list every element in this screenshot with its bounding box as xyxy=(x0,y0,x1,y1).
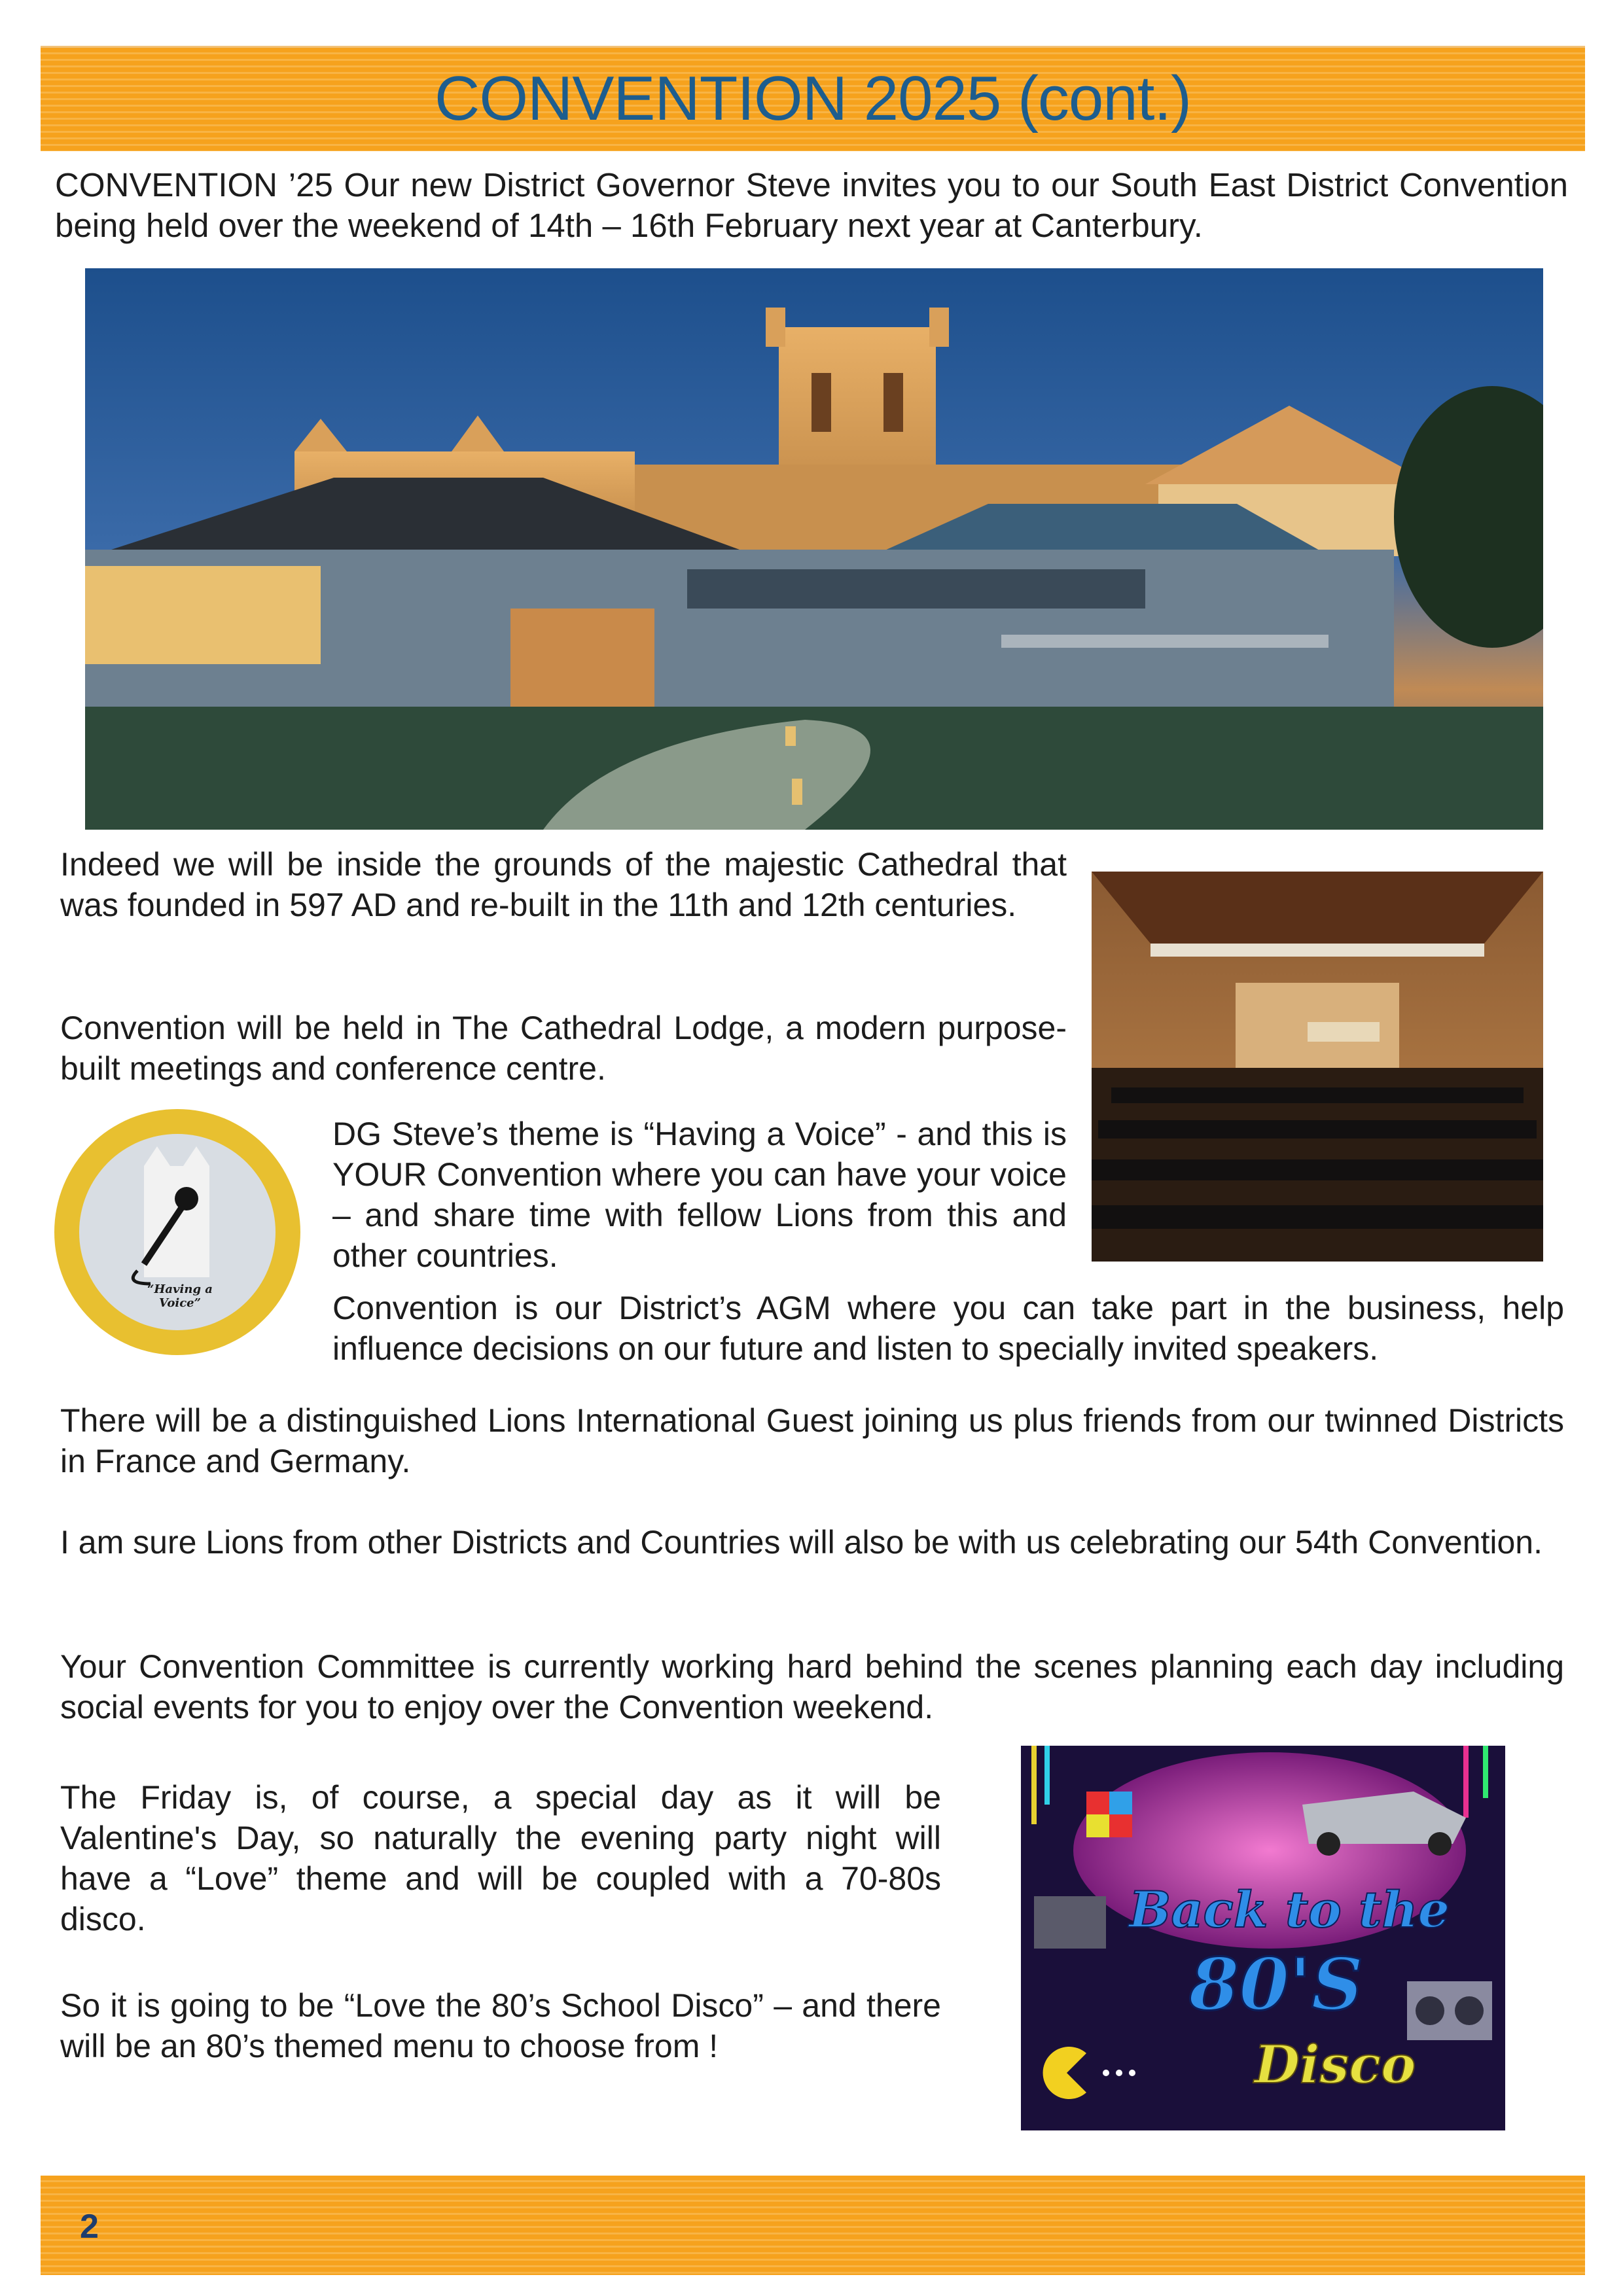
disco-line-1: Back to the xyxy=(1129,1881,1450,1939)
conference-hall-photo xyxy=(1092,872,1543,1262)
intro-paragraph: CONVENTION ’25 Our new District Governor Steve invites you to our South East District Convention being held over the weekend of 14th – 16th February next year at Canterbury. xyxy=(55,166,1568,244)
lions-paragraph: I am sure Lions from other Districts and Countries will also be with us celebrating our 54th Convention. xyxy=(60,1524,1543,1561)
cathedral-paragraph: Indeed we will be inside the grounds of the majestic Cathedral that was founded in 597 AD and re-built in the 11th and 12th centuries. xyxy=(60,846,1067,923)
lodge-paragraph: Convention will be held in The Cathedral Lodge, a modern purpose-built meetings and conference centre. xyxy=(60,1010,1067,1087)
page-title: CONVENTION 2025 (cont.) xyxy=(435,63,1191,133)
agm-paragraph: Convention is our District’s AGM where you can take part in the business, help influence decisions on our future and listen to specially invited speakers. xyxy=(332,1290,1564,1367)
disco-poster xyxy=(1021,1746,1505,2130)
friday-paragraph: The Friday is, of course, a special day as it will be Valentine's Day, so naturally the evening party night will have a “Love” theme and will be coupled with a 70-80s disco. xyxy=(60,1779,941,1937)
footer-banner xyxy=(41,2176,1585,2275)
having-a-voice-badge xyxy=(52,1107,302,1357)
page-number: 2 xyxy=(80,2208,99,2246)
disco-line-3: Disco xyxy=(1254,2034,1416,2095)
disco-line-2: 80'S xyxy=(1188,1942,1364,2026)
cathedral-photo xyxy=(85,268,1543,830)
header-banner xyxy=(41,46,1585,151)
badge-quote: “Having a Voice” xyxy=(147,1282,213,1310)
committee-paragraph: Your Convention Committee is currently working hard behind the scenes planning each day including social events for you to enjoy over the Convention weekend. xyxy=(60,1648,1564,1725)
disco-paragraph: So it is going to be “Love the 80’s School Disco” – and there will be an 80’s themed menu to choose from ! xyxy=(60,1987,941,2064)
guest-paragraph: There will be a distinguished Lions International Guest joining us plus friends from our twinned Districts in France and Germany. xyxy=(60,1402,1564,1479)
theme-paragraph: DG Steve’s theme is “Having a Voice” - and this is YOUR Convention where you can have your voice – and share time with fellow Lions from this and other countries. xyxy=(332,1116,1067,1274)
